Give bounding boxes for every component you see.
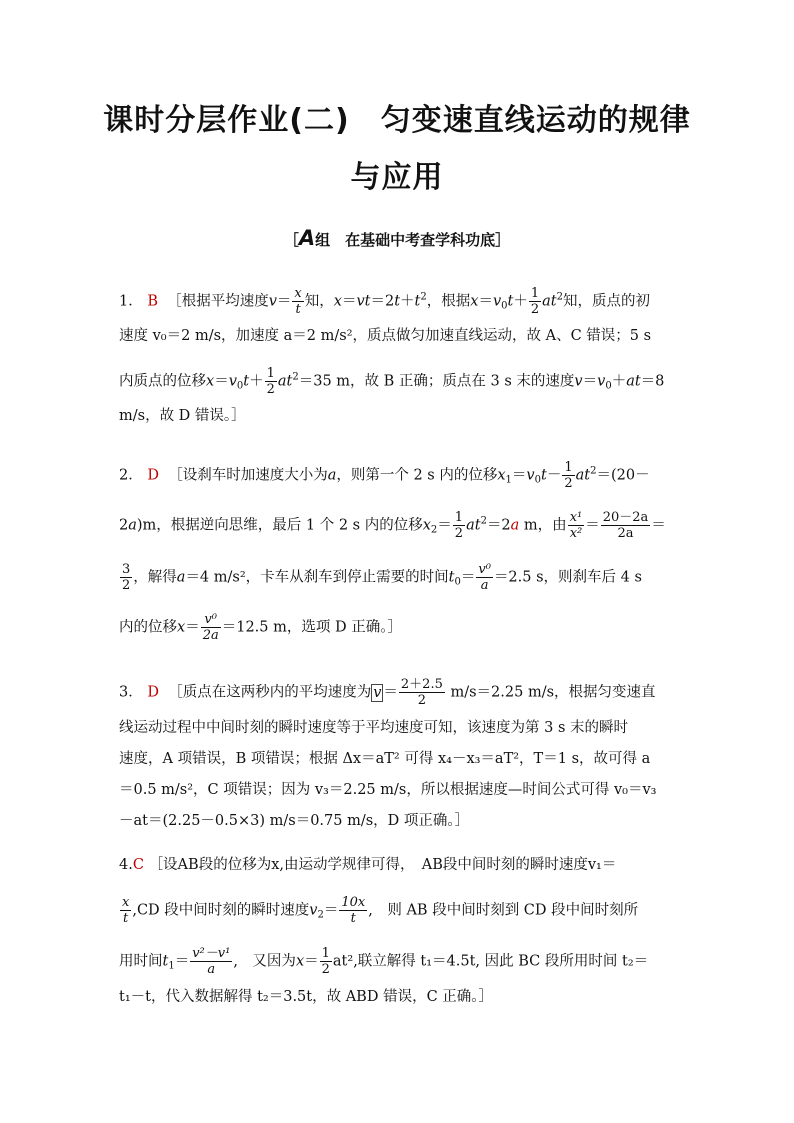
q4-line1: 4.C ［设AB段的位移为x,由运动学规律可得， AB段中间时刻的瞬时速度v₁＝ bbox=[119, 857, 617, 873]
q3-line4: ＝0.5 m/s²，C 项错误；因为 v₃＝2.25 m/s，所以根据速度—时间公式可得 v₀＝v₃ bbox=[119, 782, 657, 798]
fraction: $\frac{\text{x¹}}{\text{x²}}$ bbox=[569, 510, 583, 541]
fraction: $\frac{20-2a}{2a}$ bbox=[602, 510, 649, 541]
group-heading: ［A组 在基础中考查学科功底］ bbox=[283, 226, 511, 250]
q4-line3: 用时间$t_1=$ $\frac{\text{v²－v¹}}{a}$ , 又因为x＝ $\frac{1}{2}$ at²,联立解得 t₁＝4.5t, 因此 BC 段所用时间 t₂＝ bbox=[119, 946, 649, 977]
q1-answer: B bbox=[147, 293, 158, 310]
q4-answer: C bbox=[132, 857, 144, 873]
q1-line4: m/s，故 D 错误。］ bbox=[119, 408, 246, 424]
q4-line4: t₁－t，代入数据解得 t₂＝3.5t，故 ABD 错误，C 正确。］ bbox=[119, 989, 494, 1005]
q2-line1: 2． D ［设刹车时加速度大小为a，则第一个 2 s 内的位移$x_1=v_0t-$ $\frac{1}{2}$ $at^2=(20-$ bbox=[119, 460, 650, 491]
q2-number: 2． bbox=[119, 467, 143, 484]
fraction: $\frac{1}{2}$ bbox=[266, 366, 275, 397]
page-title: 课时分层作业(二) 匀变速直线运动的规律 bbox=[103, 103, 691, 138]
page-title-line2: 与应用 bbox=[350, 160, 444, 195]
group-letter: A bbox=[298, 226, 316, 250]
q3-answer: D bbox=[147, 684, 159, 701]
fraction: $\frac{2+2.5}{2}$ bbox=[400, 677, 443, 708]
q2-answer: D bbox=[147, 467, 159, 484]
q2-line2: 2a)m，根据逆向思维，最后 1 个 2 s 内的位移$x_2=$ $\frac{1}{2}$ $at^2=2a$ m，由 $\frac{\text{x¹}}{\text{x²}}$ ＝ $\frac{20-2a}{2a}$ ＝ bbox=[119, 510, 666, 541]
fraction: $\frac{1}{2}$ bbox=[564, 460, 573, 491]
fraction: $\frac{3}{2}$ bbox=[122, 562, 131, 593]
q1-line1: 1． B ［根据平均速度v＝ $\frac{x}{t}$ 知，$x=vt=2t+t^2$，根据$x=v_0t+$ $\frac{1}{2}$ $at^2$知，质点的初 bbox=[119, 286, 650, 317]
q4-line2: $\frac{x}{t}$ ,CD 段中间时刻的瞬时速度$v_2=$ $\frac{10x}{t}$ , 则 AB 段中间时刻到 CD 段中间时刻所 bbox=[122, 895, 639, 926]
fraction: $\frac{x}{t}$ bbox=[122, 895, 130, 926]
fraction: $\frac{x}{t}$ bbox=[294, 286, 302, 317]
q3-line3: 速度，A 项错误，B 项错误；根据 Δx＝aT² 可得 x₄－x₃＝aT²，T＝1 s，故可得 a bbox=[119, 751, 651, 767]
q2-line4: 内的位移x＝ $\frac{\text{v⁰}}{2a}$ ＝12.5 m，选项 D 正确。］ bbox=[119, 612, 402, 643]
q1-line2: 速度 v₀＝2 m/s，加速度 a＝2 m/s²，质点做匀加速直线运动，故 A、C 错误；5 s bbox=[119, 328, 652, 344]
q2-line3: $\frac{3}{2}$ ，解得a＝4 m/s²，卡车从刹车到停止需要的时间$t_0=$ $\frac{\text{v⁰}}{a}$ ＝2.5 s，则刹车后 4 s bbox=[122, 562, 642, 593]
q4-number: 4. bbox=[119, 857, 133, 873]
q3-line1: 3． D ［质点在这两秒内的平均速度为 v ＝ $\frac{2+2.5}{2}$ m/s＝2.25 m/s，根据匀变速直 bbox=[119, 677, 656, 708]
q1-number: 1． bbox=[119, 293, 143, 310]
fraction: $\frac{1}{2}$ bbox=[454, 510, 464, 541]
q3-line5: －at＝(2.25－0.5×3) m/s＝0.75 m/s，D 项正确。］ bbox=[119, 813, 470, 829]
fraction: $\frac{1}{2}$ bbox=[530, 286, 540, 317]
fraction: $\frac{\text{v²－v¹}}{a}$ bbox=[192, 946, 231, 977]
q3-number: 3． bbox=[119, 684, 143, 701]
fraction: $\frac{10x}{t}$ bbox=[341, 895, 366, 926]
fraction: $\frac{\text{v⁰}}{a}$ bbox=[478, 562, 491, 593]
fraction: $\frac{\text{v⁰}}{2a}$ bbox=[202, 612, 219, 643]
q3-line2: 线运动过程中中间时刻的瞬时速度等于平均速度可知，该速度为第 3 s 末的瞬时 bbox=[119, 720, 628, 736]
fraction: $\frac{1}{2}$ bbox=[321, 946, 330, 977]
q1-line3: 内质点的位移$x=v_0t+$ $\frac{1}{2}$ $at^2=35$ m，故 B 正确；质点在 3 s 末的速度$v=v_0+at=8$ bbox=[119, 366, 665, 397]
